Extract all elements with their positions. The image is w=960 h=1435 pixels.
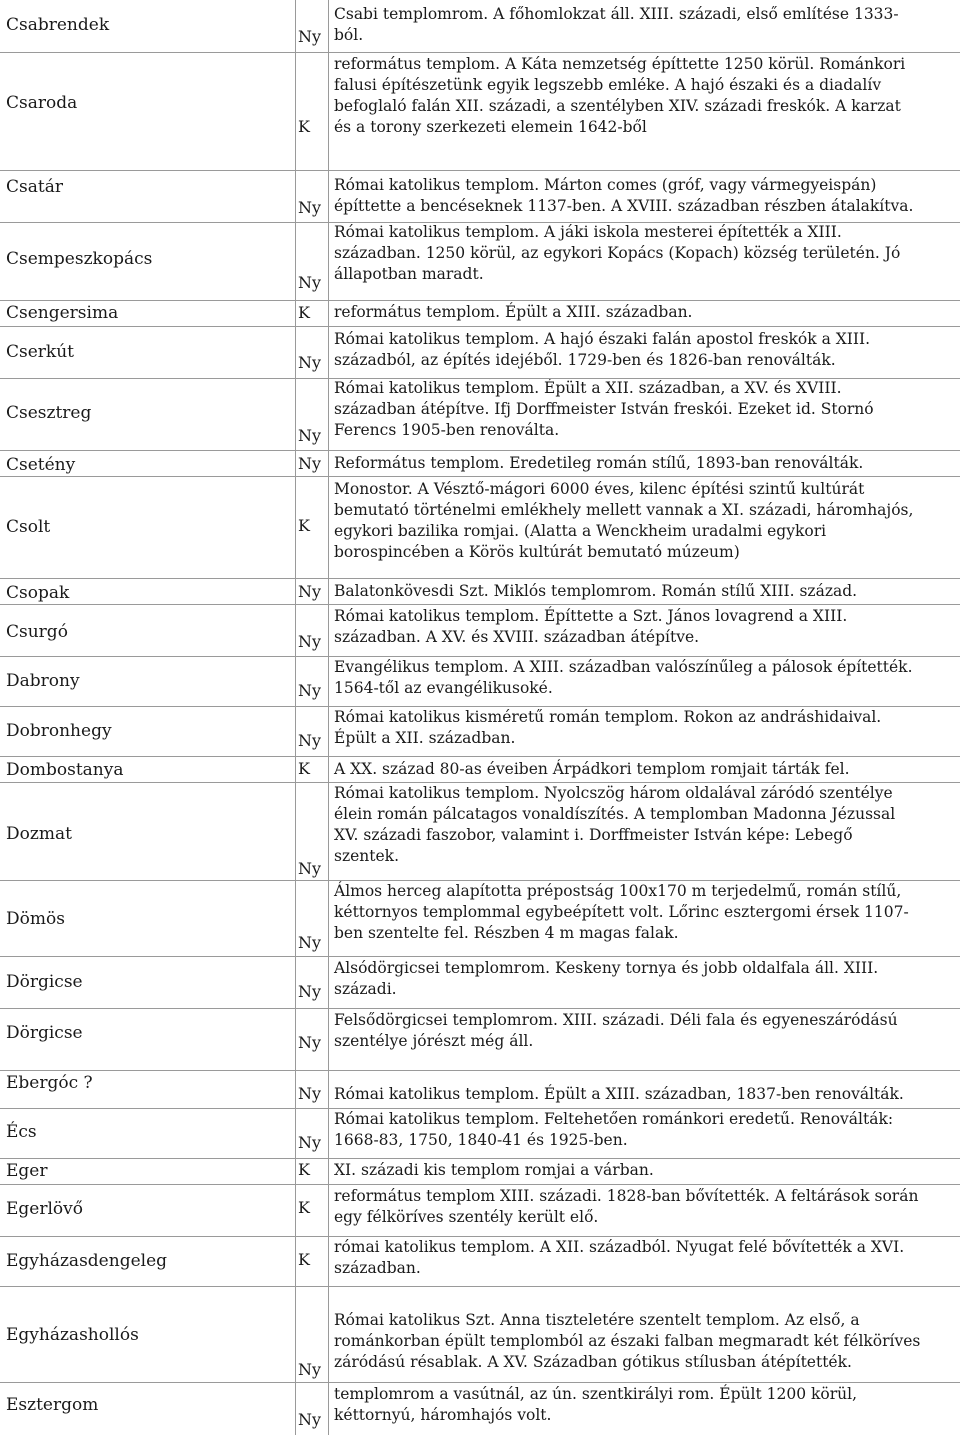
status-code: Ny [298,454,322,473]
description-line: egykori bazilika romjai. (Alatta a Wenckheim uradalmi egykori [334,522,827,540]
table-row [0,756,960,782]
place-name: Csabrendek [6,15,110,35]
row-separator [0,300,960,301]
description-line: befoglaló falán XII. századi, a szentélyben XIV. századi freskók. A karzat [334,97,901,115]
row-separator [0,956,960,957]
description [334,657,952,699]
table-row [0,1286,960,1382]
row-separator [0,1382,960,1383]
description-line: Alsódörgicsei templomrom. Keskeny tornya és jobb oldalfala áll. XIII. [334,959,879,977]
row-separator [0,1286,960,1287]
place-name: Egyházashollós [6,1325,139,1345]
description [334,479,952,563]
description [334,958,952,1000]
table-row [0,604,960,656]
place-name: Dabrony [6,671,80,691]
description-line: Római katolikus templom. Épült a XII. században, a XV. és XVIII. [334,379,842,397]
table-row [0,578,960,604]
description-line: Monostor. A Vésztő-mágori 6000 éves, kilenc építési szintű kultúrát [334,480,865,498]
description-line: református templom. A Káta nemzetség építtette 1250 körül. Románkori [334,55,906,73]
place-name: Dozmat [6,824,72,844]
description-line: Római katolikus templom. A jáki iskola mesterei építették a XIII. [334,223,842,241]
status-code: Ny [298,353,322,372]
description-line: Római katolikus templom. Építtette a Szt. János lovagrend a XIII. [334,607,848,625]
description-line: kéttornyú, háromhajós volt. [334,1406,552,1424]
description-line: állapotban maradt. [334,265,484,283]
place-name: Csaroda [6,93,78,113]
status-code: K [298,303,310,322]
description-line: században. 1250 körül, az egykori Kopács (Kopach) község területén. Jó [334,244,901,262]
description [334,54,952,138]
description-line: záródású résablak. A XV. Században gótikus stílusban átépítették. [334,1353,852,1371]
description-line: és a torony szerkezeti elemein 1642-ből [334,118,647,136]
description-line: Épült a XII. században. [334,729,516,747]
description-line: A XX. század 80-as éveiben Árpádkori templom romjait tárták fel. [334,760,850,778]
description [334,759,952,780]
status-code: Ny [298,731,322,750]
place-name: Dörgicse [6,1023,83,1043]
row-separator [0,880,960,881]
status-code: K [298,1160,310,1179]
description-line: ben szentelte fel. Részben 4 m magas falak. [334,924,679,942]
row-separator [0,476,960,477]
description [334,606,952,648]
place-name: Csengersima [6,303,119,323]
description-line: Balatonkövesdi Szt. Miklós templomrom. Román stílű XIII. század. [334,582,858,600]
description-line: században. A XV. és XVIII. században átépítve. [334,628,700,646]
table-row [0,222,960,300]
table-row [0,782,960,880]
place-name: Egyházasdengeleg [6,1251,168,1271]
row-separator [0,378,960,379]
row-separator [0,656,960,657]
description-line: református templom XIII. századi. 1828-ban bővítették. A feltárások során [334,1187,919,1205]
table-row [0,326,960,378]
place-name: Dörgicse [6,972,83,992]
table-row [0,1108,960,1158]
status-code: Ny [298,27,322,46]
status-code: Ny [298,273,322,292]
description [334,1384,952,1426]
description-line: élein román pálcatagos vonaldíszítés. A templomban Madonna Jézussal [334,805,896,823]
place-name: Cserkút [6,342,74,362]
description-line: ból. [334,26,364,44]
place-name: Ebergóc ? [6,1073,93,1093]
row-separator [0,222,960,223]
place-name: Csurgó [6,622,68,642]
description-line: Református templom. Eredetileg román stílű, 1893-ban renoválták. [334,454,864,472]
description-line: Római katolikus kisméretű román templom. Rokon az andráshidaival. [334,708,882,726]
description [334,222,952,285]
description [334,1160,952,1181]
description [334,1109,952,1151]
status-code: Ny [298,1084,322,1103]
row-separator [0,1184,960,1185]
status-code: Ny [298,198,322,217]
place-name: Écs [6,1122,37,1142]
table-row [0,1236,960,1286]
description-line: századból, az építés idejéből. 1729-ben és 1826-ban renoválták. [334,351,836,369]
status-code: Ny [298,982,322,1001]
status-code: Ny [298,1133,322,1152]
description-line: bemutató történelmi emlékhely mellett vannak a XI. századi, háromhajós, [334,501,914,519]
description-line: XI. századi kis templom romjai a várban. [334,1161,654,1179]
description-line: borospincében a Körös kultúrát bemutató múzeum) [334,543,740,561]
description [334,1186,952,1228]
description-line: Csabi templomrom. A főhomlokzat áll. XIII. századi, első említése 1333- [334,5,899,23]
description-line: századi. [334,980,397,998]
description [334,783,952,867]
description-line: században átépítve. Ifj Dorffmeister István freskói. Ezeket id. Stornó [334,400,874,418]
row-separator [0,1108,960,1109]
description [334,1084,952,1105]
description-line: Ferencs 1905-ben renoválta. [334,421,560,439]
description-line: római katolikus templom. A XII. századból. Nyugat felé bővítették a XVI. [334,1238,905,1256]
description-line: kéttornyos templommal egybeépített volt. Lőrinc esztergomi érsek 1107- [334,903,909,921]
table-row [0,880,960,956]
row-separator [0,578,960,579]
table-row [0,0,960,52]
table-row [0,1008,960,1070]
status-code: Ny [298,632,322,651]
description-line: XV. századi faszobor, valamint i. Dorffmeister István képe: Lebegő [334,826,853,844]
description-line: 1668-83, 1750, 1840-41 és 1925-ben. [334,1131,628,1149]
table-row [0,170,960,222]
description-line: Római katolikus templom. Épült a XIII. században, 1837-ben renoválták. [334,1085,904,1103]
description-line: Felsődörgicsei templomrom. XIII. századi. Déli fala és egyeneszáródású [334,1011,898,1029]
description-line: Álmos herceg alapította prépostság 100x170 m terjedelmű, román stílű, [334,882,902,900]
table-row [0,476,960,578]
status-code: Ny [298,1360,322,1379]
description [334,302,952,323]
description-line: Római katolikus templom. A hajó északi falán apostol freskók a XIII. [334,330,871,348]
row-separator [0,756,960,757]
place-name: Csolt [6,517,51,537]
place-name: Csempeszkopács [6,249,153,269]
description-line: Római katolikus templom. Feltehetően románkori eredetű. Renoválták: [334,1110,894,1128]
row-separator [0,170,960,171]
row-separator [0,326,960,327]
table-row [0,656,960,706]
description [334,4,952,46]
table-row [0,450,960,476]
table-row [0,1158,960,1184]
place-name: Esztergom [6,1395,99,1415]
place-name: Csatár [6,177,63,197]
description [334,378,952,441]
status-code: Ny [298,859,322,878]
place-name: Dömös [6,909,65,929]
description [334,175,952,217]
status-code: Ny [298,582,322,601]
row-separator [0,1070,960,1071]
description-line: falusi építészetünk egyik legszebb emléke. A hajó északi és a diadalív [334,76,882,94]
place-name: Csesztreg [6,403,92,423]
description-line: építtette a bencéseknek 1137-ben. A XVIII. században részben átalakítva. [334,197,914,215]
status-code: Ny [298,1033,322,1052]
description-line: románkorban épült templomból az északi falban megmaradt két félköríves [334,1332,921,1350]
status-code: K [298,1250,310,1269]
description-line: református templom. Épült a XIII. században. [334,303,693,321]
description-line: szentélye jórészt még áll. [334,1032,534,1050]
table-row [0,378,960,450]
place-name: Csopak [6,583,70,603]
description [334,453,952,474]
description-line: században. [334,1259,421,1277]
row-separator [0,1158,960,1159]
description-line: Római katolikus templom. Nyolcszög három oldalával záródó szentélye [334,784,893,802]
place-name: Egerlövő [6,1199,83,1219]
description-line: egy félköríves szentély került elő. [334,1208,599,1226]
table-row [0,1184,960,1236]
row-separator [0,52,960,53]
place-name: Dombostanya [6,760,124,780]
description [334,329,952,371]
description-line: 1564-től az evangélikusoké. [334,679,553,697]
table-row [0,52,960,170]
place-name: Csetény [6,455,76,475]
status-code: Ny [298,1410,322,1429]
description [334,881,952,944]
status-code: Ny [298,681,322,700]
row-separator [0,706,960,707]
description [334,1010,952,1052]
table-row [0,956,960,1008]
table-row [0,300,960,326]
table-row [0,706,960,756]
row-separator [0,450,960,451]
place-name: Dobronhegy [6,721,112,741]
table-row [0,1382,960,1435]
description-line: templomrom a vasútnál, az ún. szentkirályi rom. Épült 1200 körül, [334,1385,857,1403]
description [334,1310,952,1373]
row-separator [0,782,960,783]
description [334,1237,952,1279]
description-line: Római katolikus templom. Márton comes (gróf, vagy vármegyeispán) [334,176,877,194]
table-row [0,1070,960,1108]
status-code: Ny [298,933,322,952]
place-name: Eger [6,1161,48,1181]
description-line: Evangélikus templom. A XIII. században valószínűleg a pálosok építették. [334,658,913,676]
row-separator [0,1236,960,1237]
description-line: szentek. [334,847,399,865]
description-line: Római katolikus Szt. Anna tiszteletére szentelt templom. Az első, a [334,1311,860,1329]
description [334,707,952,749]
status-code: Ny [298,426,322,445]
status-code: K [298,759,310,778]
status-code: K [298,117,310,136]
status-code: K [298,516,310,535]
description [334,581,952,602]
row-separator [0,604,960,605]
status-code: K [298,1198,310,1217]
row-separator [0,1008,960,1009]
